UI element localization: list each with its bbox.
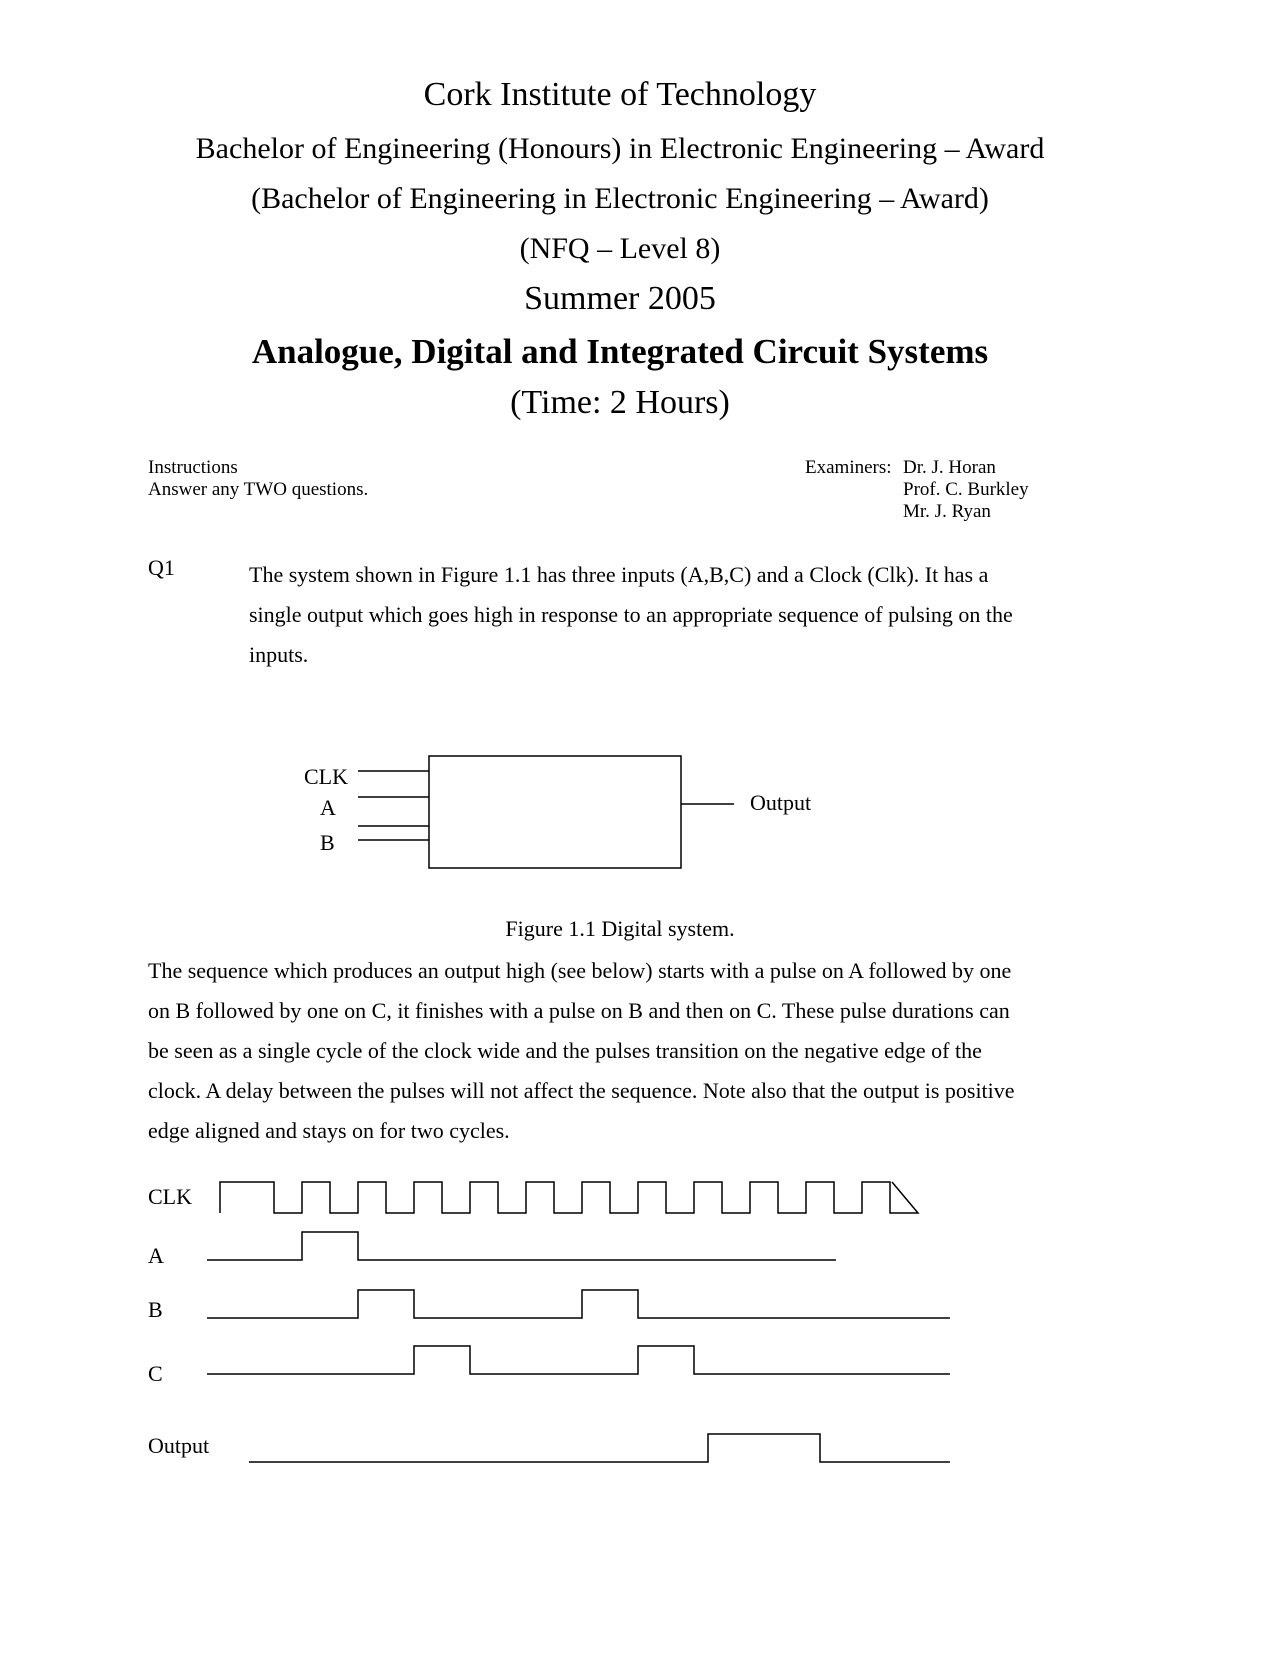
question-intro-line: single output which goes high in response to an appropriate sequence of pulsing on the [249, 602, 1013, 627]
timing-diagram [0, 1170, 1280, 1470]
clock-waveform [220, 1182, 918, 1213]
paragraph-line: The sequence which produces an output high (see below) starts with a pulse on A followed by one [148, 958, 1012, 983]
system-block [429, 756, 681, 868]
question-number: Q1 [148, 555, 175, 580]
signal-label-c: C [148, 1361, 163, 1386]
signal-label-clk: CLK [148, 1184, 192, 1209]
instructions-heading: Instructions [148, 457, 238, 478]
time-title: (Time: 2 Hours) [510, 384, 730, 421]
sequence-paragraph [148, 951, 1015, 1151]
paragraph-line: clock. A delay between the pulses will not affect the sequence. Note also that the output is positive [148, 1078, 1015, 1103]
paragraph-line: on B followed by one on C, it finishes with a pulse on B and then on C. These pulse durations can [148, 998, 1010, 1023]
level-title: (NFQ – Level 8) [519, 232, 721, 265]
signal-a-trace [207, 1232, 836, 1260]
input-label-clk: CLK [304, 764, 348, 789]
signal-c-waveform [207, 1346, 950, 1374]
signal-a-waveform [207, 1232, 836, 1260]
programme-title: Bachelor of Engineering (Honours) in Electronic Engineering – Award [195, 132, 1045, 165]
paragraph-line: be seen as a single cycle of the clock wide and the pulses transition on the negative edge of the [148, 1038, 982, 1063]
examiner-name: Prof. C. Burkley [903, 479, 1029, 500]
figure-caption: Figure 1.1 Digital system. [505, 916, 735, 941]
question-intro-line: inputs. [249, 642, 309, 667]
signal-c-trace [207, 1346, 950, 1374]
paragraph-line: edge aligned and stays on for two cycles. [148, 1118, 510, 1143]
examiner-name: Dr. J. Horan [903, 457, 996, 478]
input-label-a: A [320, 795, 336, 820]
session-title: Summer 2005 [524, 280, 716, 317]
signal-label-b: B [148, 1297, 163, 1322]
institution-title: Cork Institute of Technology [423, 76, 817, 113]
output-waveform [249, 1434, 950, 1462]
signal-b-waveform [207, 1290, 950, 1318]
question-intro-line: The system shown in Figure 1.1 has three inputs (A,B,C) and a Clock (Clk). It has a [249, 562, 989, 587]
examiners-label: Examiners: [805, 457, 892, 478]
output-label: Output [750, 790, 812, 815]
signal-label-output: Output [148, 1433, 210, 1458]
clock-trace [220, 1182, 918, 1213]
signal-b-trace [207, 1290, 950, 1318]
output-trace [249, 1434, 950, 1462]
examiner-name: Mr. J. Ryan [903, 501, 991, 522]
programme-alt-title: (Bachelor of Engineering in Electronic Engineering – Award) [251, 182, 989, 215]
input-label-b: B [320, 830, 335, 855]
instructions-text: Answer any TWO questions. [148, 479, 369, 500]
signal-label-a: A [148, 1243, 164, 1268]
subject-title: Analogue, Digital and Integrated Circuit Systems [251, 332, 989, 371]
